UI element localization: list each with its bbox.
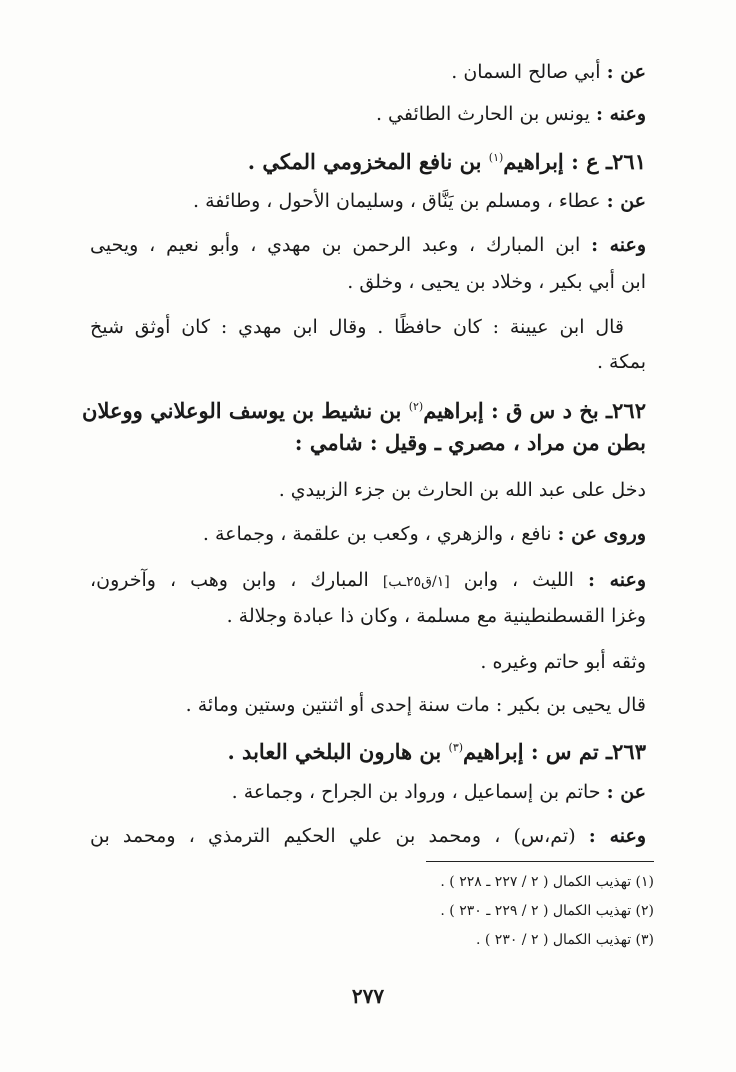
entry-name: إبراهيم xyxy=(423,398,484,423)
footnote-3: (٣) تهذيب الكمال ( ٢ / ٢٣٠ ) . xyxy=(475,932,654,948)
line-13 xyxy=(90,565,646,597)
entry-number: ٢٦٢ـ بخ د س ق : xyxy=(483,398,646,423)
field-label: وعنه : xyxy=(588,825,646,847)
line-16 xyxy=(186,690,646,720)
line-14 xyxy=(227,601,646,631)
field-label: وعنه : xyxy=(591,234,647,256)
line-text: أبي صالح السمان . xyxy=(451,61,607,83)
line-1 xyxy=(451,57,646,87)
field-label: عن : xyxy=(606,61,646,83)
entry-rest: بن نشيط بن يوسف الوعلاني ووعلان xyxy=(82,398,409,423)
entry-rest: بن نافع المخزومي المكي . xyxy=(247,149,489,174)
line-text: ابن أبي بكير ، وخلاد بن يحيى ، وخلق . xyxy=(347,271,646,293)
entry-heading-261 xyxy=(248,143,646,177)
line-text: ابن المبارك ، وعبد الرحمن بن مهدي ، وأبو نعيم ، ويحيى xyxy=(90,234,592,256)
line-text: (تم،س) ، ومحمد بن علي الحكيم الترمذي ، ومحمد بن xyxy=(90,825,589,847)
footnote-1: (١) تهذيب الكمال ( ٢ / ٢٢٧ ـ ٢٢٨ ) . xyxy=(440,874,654,890)
footnote-separator xyxy=(426,861,654,862)
line-12 xyxy=(203,519,646,549)
entry-rest: بن هارون البلخي العابد . xyxy=(227,739,449,764)
footnote-2: (٢) تهذيب الكمال ( ٢ / ٢٢٩ ـ ٢٣٠ ) . xyxy=(440,903,654,919)
page-number: ٢٧٧ xyxy=(351,984,385,1008)
entry-number: ٢٦٣ـ تم س : xyxy=(523,739,646,764)
entry-name: إبراهيم xyxy=(503,149,564,174)
line-text: قال يحيى بن بكير : مات سنة إحدى أو اثنتين وستين ومائة . xyxy=(185,694,646,716)
line-text: قال ابن عيينة : كان حافظًا . وقال ابن مهدي : كان أوثق شيخ xyxy=(90,316,624,338)
line-text: الليث ، وابن xyxy=(463,569,588,591)
line-18 xyxy=(232,777,646,807)
line-text: بطن من مراد ، مصري ـ وقيل : شامي : xyxy=(294,430,646,455)
footnote-marker: (١) xyxy=(488,151,504,164)
line-text: نافع ، والزهري ، وكعب بن علقمة ، وجماعة . xyxy=(202,523,558,545)
entry-name: إبراهيم xyxy=(463,739,524,764)
line-text: عطاء ، ومسلم بن يَنَّاق ، وسليمان الأحول ، وطائفة . xyxy=(193,190,607,212)
field-label: وروى عن : xyxy=(557,523,646,545)
line-8 xyxy=(597,347,646,377)
line-11 xyxy=(279,475,646,505)
field-label: عن : xyxy=(606,781,646,803)
line-text: يونس بن الحارث الطائفي . xyxy=(375,103,596,125)
field-label: وعنه : xyxy=(587,569,646,591)
line-4 xyxy=(193,186,646,216)
line-2 xyxy=(376,99,646,129)
line-7 xyxy=(90,312,624,342)
footnote-marker: (٣) xyxy=(448,741,464,754)
field-label: وعنه : xyxy=(595,103,646,125)
field-label: عن : xyxy=(606,190,646,212)
line-10 xyxy=(295,428,646,458)
line-15 xyxy=(480,647,646,677)
footnote-marker: (٢) xyxy=(408,400,424,413)
line-5 xyxy=(90,230,646,260)
line-text: بمكة . xyxy=(596,351,646,373)
entry-heading-263 xyxy=(227,733,646,767)
line-text: المبارك ، وابن وهب ، وآخرون، xyxy=(90,569,383,591)
line-text: وغزا القسطنطينية مع مسلمة ، وكان ذا عبادة وجلالة . xyxy=(226,605,646,627)
line-text: دخل على عبد الله بن الحارث بن جزء الزبيدي . xyxy=(278,479,646,501)
entry-heading-262 xyxy=(82,392,646,426)
entry-number: ٢٦١ـ ع : xyxy=(563,149,646,174)
line-6 xyxy=(347,267,646,297)
line-text: وثقه أبو حاتم وغيره . xyxy=(480,651,646,673)
line-text: حاتم بن إسماعيل ، ورواد بن الجراح ، وجماعة . xyxy=(231,781,607,803)
line-19 xyxy=(90,821,646,851)
folio-reference: [١/ق٢٥ـب] xyxy=(382,574,450,590)
